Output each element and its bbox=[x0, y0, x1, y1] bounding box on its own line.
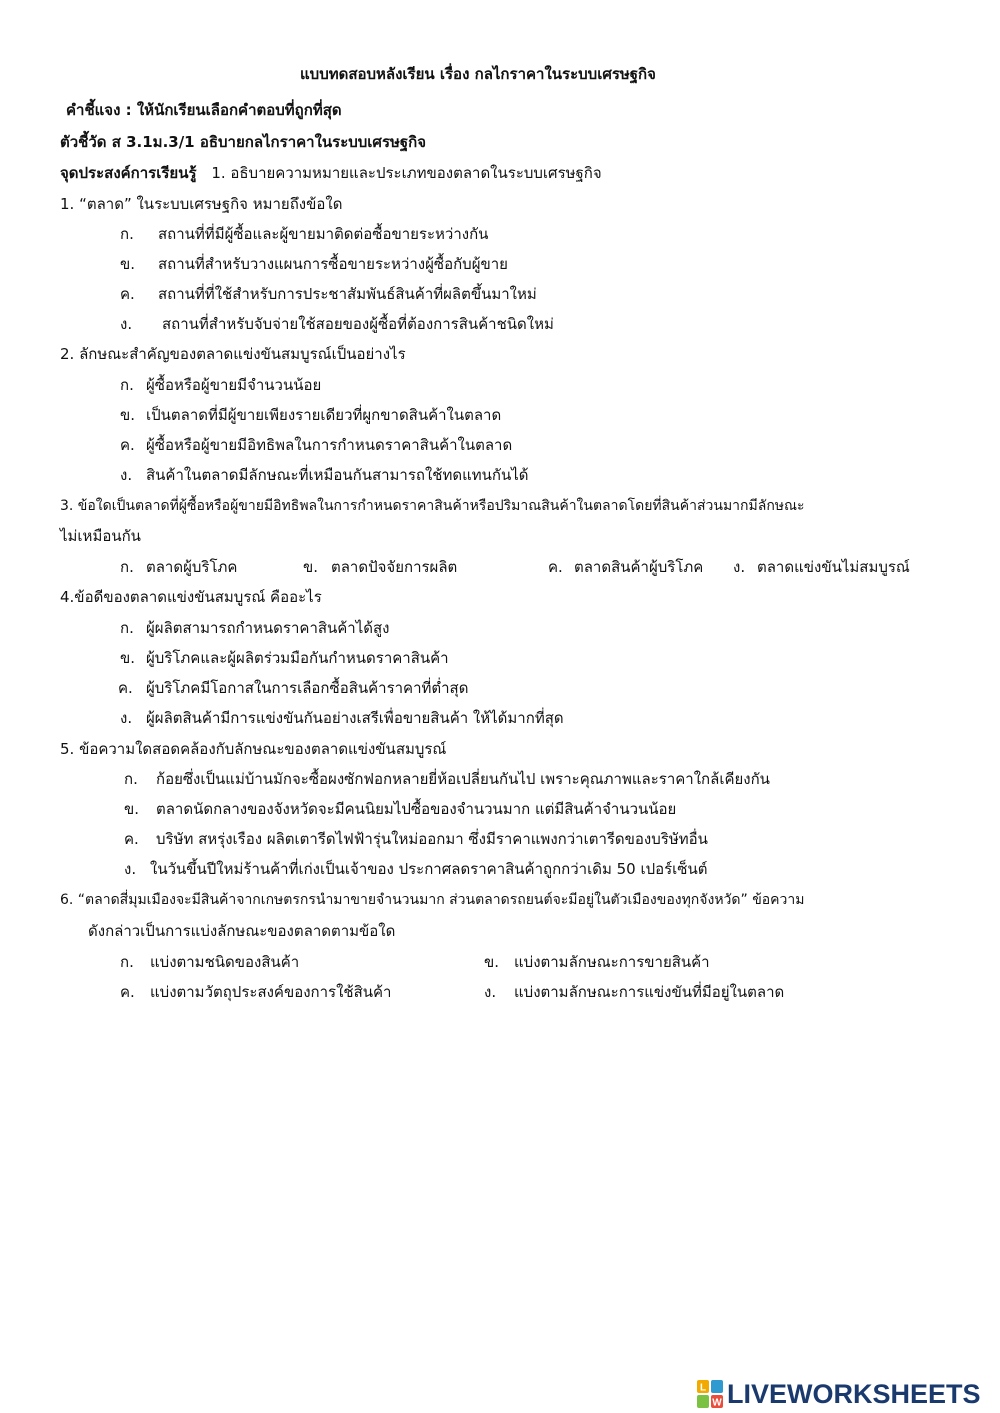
option-text: ผู้บริโภคมีโอกาสในการเลือกซื้อสินค้าราคาที่ต่ำสุด bbox=[146, 679, 469, 697]
option-text: สถานที่สำหรับวางแผนการซื้อขายระหว่างผู้ซื้อกับผู้ขาย bbox=[158, 255, 508, 273]
option-label: ง. bbox=[120, 709, 133, 727]
option-label: ค. bbox=[120, 285, 135, 303]
q1-option-a[interactable] bbox=[120, 224, 488, 244]
option-text: สถานที่ที่ใช้สำหรับการประชาสัมพันธ์สินค้าที่ผลิตขึ้นมาใหม่ bbox=[158, 285, 537, 303]
question-5: 5. ข้อความใดสอดคล้องกับลักษณะของตลาดแข่งขันสมบูรณ์ bbox=[60, 740, 447, 758]
learning-objective bbox=[60, 163, 602, 183]
option-text: สินค้าในตลาดมีลักษณะที่เหมือนกันสามารถใช้ทดแทนกันได้ bbox=[146, 466, 529, 484]
q2-option-c[interactable] bbox=[120, 435, 512, 455]
q4-option-a[interactable] bbox=[120, 618, 390, 638]
option-label: ข. bbox=[303, 558, 319, 576]
q2-option-b[interactable] bbox=[120, 405, 501, 425]
q3-option-c[interactable] bbox=[548, 557, 703, 577]
objective-label: จุดประสงค์การเรียนรู้ bbox=[60, 164, 197, 182]
option-text: สถานที่ที่มีผู้ซื้อและผู้ขายมาติดต่อซื้อขายระหว่างกัน bbox=[158, 225, 489, 243]
q1-option-d[interactable] bbox=[120, 314, 554, 334]
q5-option-a[interactable] bbox=[124, 769, 770, 789]
objective-text: 1. อธิบายความหมายและประเภทของตลาดในระบบเศรษฐกิจ bbox=[211, 164, 602, 182]
option-text: สถานที่สำหรับจับจ่ายใช้สอยของผู้ซื้อที่ต้องการสินค้าชนิดใหม่ bbox=[162, 315, 554, 333]
q3-option-a[interactable] bbox=[120, 557, 237, 577]
q6-option-c[interactable] bbox=[120, 982, 391, 1002]
q5-option-b[interactable] bbox=[124, 799, 676, 819]
option-text: ตลาดปัจจัยการผลิต bbox=[331, 558, 458, 576]
q1-option-b[interactable] bbox=[120, 254, 508, 274]
option-text: แบ่งตามลักษณะการขายสินค้า bbox=[514, 953, 710, 971]
instruction-text: คำชี้แจง : ให้นักเรียนเลือกคำตอบที่ถูกที่สุด bbox=[66, 101, 342, 119]
option-text: ผู้ซื้อหรือผู้ขายมีจำนวนน้อย bbox=[146, 376, 322, 394]
logo-text: LIVEWORKSHEETS bbox=[727, 1379, 981, 1409]
option-label: ง. bbox=[120, 466, 133, 484]
option-label: ข. bbox=[120, 649, 136, 667]
option-text: ก้อยซึ่งเป็นแม่บ้านมักจะซื้อผงซักฟอกหลายยี่ห้อเปลี่ยนกันไป เพราะคุณภาพและราคาใกล้เคียงกัน bbox=[156, 770, 770, 788]
q4-option-d[interactable] bbox=[120, 708, 564, 728]
liveworksheets-logo-icon bbox=[697, 1380, 723, 1408]
q4-option-c[interactable] bbox=[118, 678, 468, 698]
option-label: ค. bbox=[118, 679, 133, 697]
liveworksheets-logo bbox=[697, 1378, 981, 1410]
question-3: 3. ข้อใดเป็นตลาดที่ผู้ซื้อหรือผู้ขายมีอิทธิพลในการกำหนดราคาสินค้าหรือปริมาณสินค้าในตลาดโดยที่สินค้าส่วนมากมีลักษณะ bbox=[60, 498, 805, 514]
question-1: 1. “ตลาด” ในระบบเศรษฐกิจ หมายถึงข้อใด bbox=[60, 195, 343, 213]
option-text: ผู้ซื้อหรือผู้ขายมีอิทธิพลในการกำหนดราคาสินค้าในตลาด bbox=[146, 436, 513, 454]
logo-mark-letter-l: L bbox=[699, 1382, 707, 1394]
option-label: ง. bbox=[124, 860, 137, 878]
option-text: เป็นตลาดที่มีผู้ขายเพียงรายเดียวที่ผูกขาดสินค้าในตลาด bbox=[146, 406, 502, 424]
option-label: ก. bbox=[120, 953, 134, 971]
q2-option-a[interactable] bbox=[120, 375, 321, 395]
option-label: ก. bbox=[124, 770, 138, 788]
option-label: ก. bbox=[120, 619, 134, 637]
q6-option-d[interactable] bbox=[484, 982, 784, 1002]
option-label: ค. bbox=[124, 830, 139, 848]
option-text: แบ่งตามลักษณะการแข่งขันที่มีอยู่ในตลาด bbox=[514, 983, 785, 1001]
q3-option-d[interactable] bbox=[733, 557, 910, 577]
q5-option-d[interactable] bbox=[124, 859, 707, 879]
q5-option-c[interactable] bbox=[124, 829, 708, 849]
q2-option-d[interactable] bbox=[120, 465, 529, 485]
option-text: แบ่งตามชนิดของสินค้า bbox=[150, 953, 300, 971]
option-label: ก. bbox=[120, 225, 134, 243]
option-label: ก. bbox=[120, 376, 134, 394]
option-label: ข. bbox=[124, 800, 140, 818]
option-label: ข. bbox=[120, 406, 136, 424]
option-label: ค. bbox=[548, 558, 563, 576]
q6-option-a[interactable] bbox=[120, 952, 299, 972]
q1-option-c[interactable] bbox=[120, 284, 537, 304]
option-text: ตลาดสินค้าผู้บริโภค bbox=[574, 558, 704, 576]
question-6: 6. “ตลาดสี่มุมเมืองจะมีสินค้าจากเกษตรกรนำมาขายจำนวนมาก ส่วนตลาดรถยนต์จะมีอยู่ในตัวเมืองของทุกจังหวัด” ข้อความ bbox=[60, 892, 805, 908]
question-2: 2. ลักษณะสำคัญของตลาดแข่งขันสมบูรณ์เป็นอย่างไร bbox=[60, 345, 406, 363]
option-label: ก. bbox=[120, 558, 134, 576]
q4-option-b[interactable] bbox=[120, 648, 449, 668]
option-label: ข. bbox=[484, 953, 500, 971]
question-3-continued: ไม่เหมือนกัน bbox=[60, 527, 141, 545]
question-4: 4.ข้อดีของตลาดแข่งขันสมบูรณ์ คืออะไร bbox=[60, 588, 322, 606]
q6-option-b[interactable] bbox=[484, 952, 710, 972]
option-label: ง. bbox=[120, 315, 133, 333]
q3-option-b[interactable] bbox=[303, 557, 457, 577]
logo-mark-letter-w: W bbox=[712, 1397, 722, 1408]
option-label: ค. bbox=[120, 983, 135, 1001]
question-6-continued: ดังกล่าวเป็นการแบ่งลักษณะของตลาดตามข้อใด bbox=[88, 922, 396, 940]
option-text: ผู้ผลิตสินค้ามีการแข่งขันกันอย่างเสรีเพื่อขายสินค้า ให้ได้มากที่สุด bbox=[146, 709, 564, 727]
option-label: ค. bbox=[120, 436, 135, 454]
option-text: ในวันขึ้นปีใหม่ร้านค้าที่เก่งเป็นเจ้าของ ประกาศลดราคาสินค้าถูกกว่าเดิม 50 เปอร์เซ็นต์ bbox=[150, 860, 708, 878]
indicator-text: ตัวชี้วัด ส 3.1ม.3/1 อธิบายกลไกราคาในระบบเศรษฐกิจ bbox=[60, 133, 427, 151]
option-text: ผู้ผลิตสามารถกำหนดราคาสินค้าได้สูง bbox=[146, 619, 390, 637]
option-text: ผู้บริโภคและผู้ผลิตร่วมมือกันกำหนดราคาสินค้า bbox=[146, 649, 449, 667]
option-text: ตลาดผู้บริโภค bbox=[146, 558, 238, 576]
option-label: ง. bbox=[733, 558, 746, 576]
option-text: ตลาดแข่งขันไม่สมบูรณ์ bbox=[757, 558, 910, 576]
option-text: แบ่งตามวัตถุประสงค์ของการใช้สินค้า bbox=[150, 983, 392, 1001]
option-label: ง. bbox=[484, 983, 497, 1001]
option-label: ข. bbox=[120, 255, 136, 273]
worksheet-title: แบบทดสอบหลังเรียน เรื่อง กลไกราคาในระบบเศรษฐกิจ bbox=[300, 65, 656, 83]
option-text: ตลาดนัดกลางของจังหวัดจะมีคนนิยมไปซื้อของจำนวนมาก แต่มีสินค้าจำนวนน้อย bbox=[156, 800, 677, 818]
option-text: บริษัท สหรุ่งเรือง ผลิตเตารีดไฟฟ้ารุ่นใหม่ออกมา ซึ่งมีราคาแพงกว่าเตารีดของบริษัทอื่น bbox=[156, 830, 708, 848]
